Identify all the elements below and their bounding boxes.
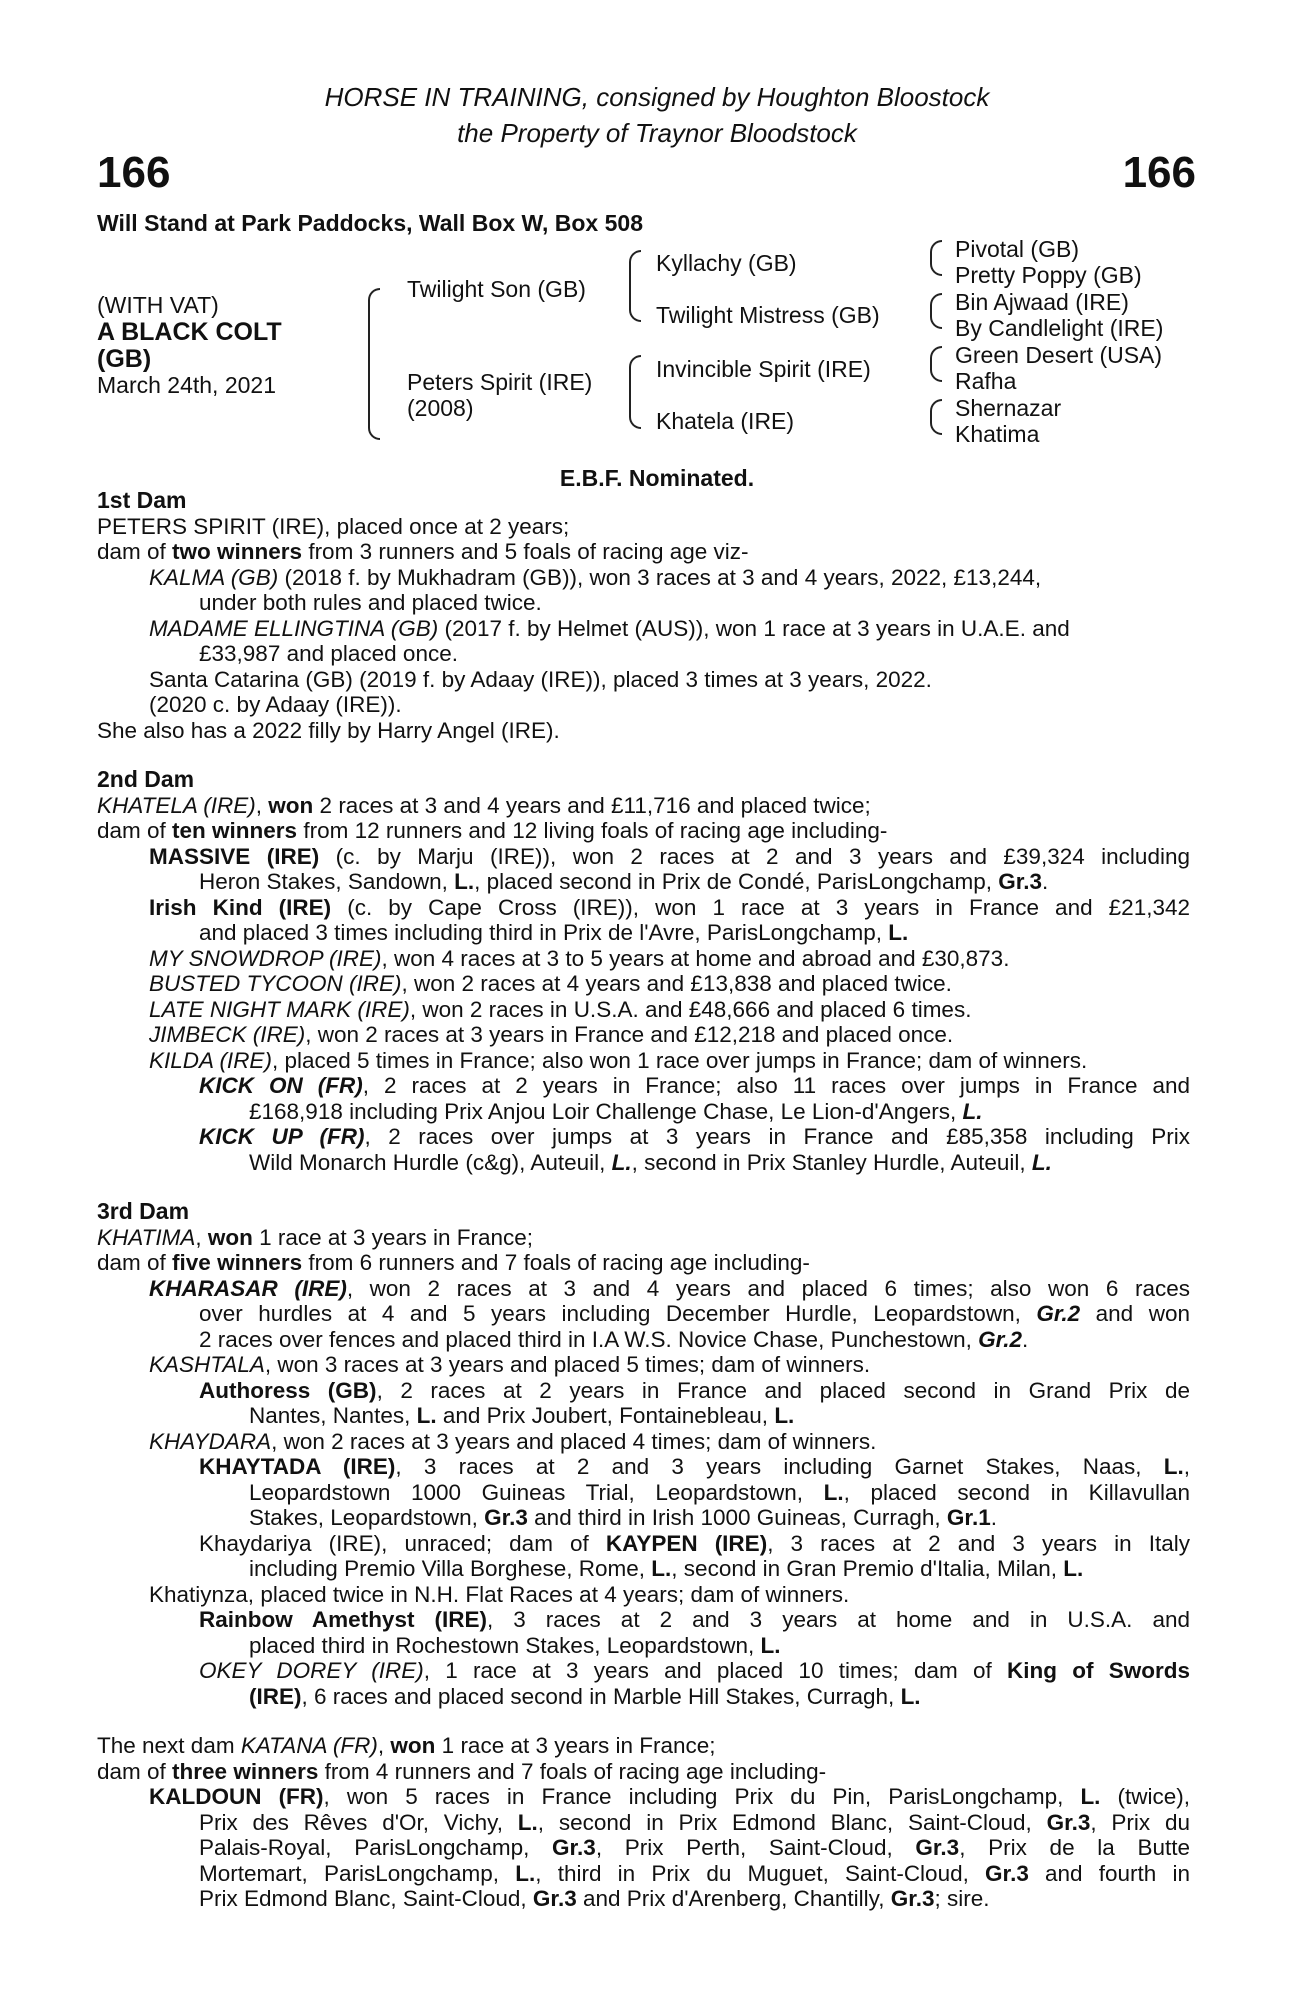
grand-produce-entry: KHAYTADA (IRE), 3 races at 2 and 3 years including Garnet Stakes, Naas, L., (199, 1454, 1190, 1479)
produce-entry: LATE NIGHT MARK (IRE), won 2 races in U.S.A. and £48,666 and placed 6 times. (149, 996, 972, 1022)
grand-produce-entry: OKEY DOREY (IRE), 1 race at 3 years and placed 10 times; dam of King of Swords (199, 1658, 1190, 1683)
sire-sire: Kyllachy (GB) (656, 250, 797, 276)
ds-dam: Rafha (955, 368, 1017, 394)
produce-entry: She also has a 2022 filly by Harry Angel (IRE). (97, 717, 560, 743)
third-dam-heading: 3rd Dam (97, 1198, 190, 1224)
pedigree-brace-4 (930, 399, 942, 435)
produce-entry: (2020 c. by Adaay (IRE)). (149, 692, 402, 717)
produce-entry: KALMA (GB) (2018 f. by Mukhadram (GB)), won 3 races at 3 and 4 years, 2022, £13,244, (149, 564, 1042, 590)
first-dam-produce-summary: dam of two winners from 3 runners and 5 foals of racing age viz- (97, 539, 749, 564)
grand-produce-entry-cont: Stakes, Leopardstown, Gr.3 and third in Irish 1000 Guineas, Curragh, Gr.1. (249, 1505, 997, 1530)
grand-produce-entry-cont: Wild Monarch Hurdle (c&g), Auteuil, L., second in Prix Stanley Hurdle, Auteuil, L. (249, 1149, 1052, 1175)
ebf-nomination: E.B.F. Nominated. (559, 465, 755, 491)
grand-produce-entry-cont: Nantes, Nantes, L. and Prix Joubert, Fontainebleau, L. (249, 1403, 795, 1428)
stand-location: Will Stand at Park Paddocks, Wall Box W, Box 508 (97, 210, 643, 236)
next-dam-produce-summary: dam of three winners from 4 runners and 7 foals of racing age including- (97, 1758, 827, 1784)
second-dam-produce-summary: dam of ten winners from 12 runners and 12 living foals of racing age including- (97, 818, 888, 843)
dam-sire: Invincible Spirit (IRE) (656, 356, 871, 382)
consignor-line: HORSE IN TRAINING, consigned by Houghton Bloostock (324, 82, 990, 112)
produce-entry: KILDA (IRE), placed 5 times in France; also won 1 race over jumps in France; dam of winners. (149, 1047, 1088, 1073)
next-dam-line: The next dam KATANA (FR), won 1 race at 3 years in France; (97, 1733, 716, 1758)
produce-entry: Khatiynza, placed twice in N.H. Flat Races at 4 years; dam of winners. (149, 1581, 850, 1607)
sire-dam: Twilight Mistress (GB) (656, 302, 880, 328)
second-dam-line: KHATELA (IRE), won 2 races at 3 and 4 years and £11,716 and placed twice; (97, 792, 871, 818)
produce-entry: KASHTALA, won 3 races at 3 years and placed 5 times; dam of winners. (149, 1352, 871, 1377)
produce-entry: BUSTED TYCOON (IRE), won 2 races at 4 years and £13,838 and placed twice. (149, 971, 952, 996)
grand-produce-entry-cont: Leopardstown 1000 Guineas Trial, Leopardstown, L., placed second in Killavullan (249, 1479, 1190, 1505)
ds-sire: Green Desert (USA) (955, 342, 1163, 368)
produce-entry: Irish Kind (IRE) (c. by Cape Cross (IRE)), won 1 race at 3 years in France and £21,342 (149, 894, 1190, 920)
lot-number-right: 166 (1122, 148, 1196, 197)
grand-produce-entry: Authoress (GB), 2 races at 2 years in France and placed second in Grand Prix de (199, 1377, 1190, 1403)
grand-produce-entry: KICK ON (FR), 2 races at 2 years in France; also 11 races over jumps in France and (199, 1073, 1190, 1098)
produce-entry-cont: Mortemart, ParisLongchamp, L., third in Prix du Muguet, Saint-Cloud, Gr.3 and fourth in (199, 1860, 1190, 1886)
property-line: the Property of Traynor Bloodstock (457, 118, 857, 148)
first-dam-line: PETERS SPIRIT (IRE), placed once at 2 years; (97, 513, 570, 539)
pedigree-brace-2 (930, 293, 942, 329)
horse-origin: (GB) (97, 345, 152, 373)
pedigree-brace-dam (629, 355, 641, 429)
first-dam-heading: 1st Dam (97, 487, 187, 513)
vat-note: (WITH VAT) (97, 292, 219, 318)
produce-entry: MASSIVE (IRE) (c. by Marju (IRE)), won 2 races at 2 and 3 years and £39,324 including (149, 843, 1190, 869)
foaling-date: March 24th, 2021 (97, 372, 277, 398)
third-dam-line: KHATIMA, won 1 race at 3 years in France; (97, 1224, 533, 1250)
pedigree-brace-sire (629, 250, 641, 322)
dam: Peters Spirit (IRE) (407, 369, 593, 395)
produce-entry-cont: under both rules and placed twice. (199, 590, 542, 615)
dd-dam: Khatima (955, 421, 1040, 447)
sire: Twilight Son (GB) (407, 276, 586, 302)
sd-sire: Bin Ajwaad (IRE) (955, 289, 1129, 315)
produce-entry-cont: Palais-Royal, ParisLongchamp, Gr.3, Prix Perth, Saint-Cloud, Gr.3, Prix de la Butte (199, 1835, 1190, 1860)
produce-entry-cont: and placed 3 times including third in Prix de l'Avre, ParisLongchamp, L. (199, 920, 909, 945)
pedigree-brace-main (368, 288, 380, 440)
grand-produce-entry-cont: placed third in Rochestown Stakes, Leopardstown, L. (249, 1632, 781, 1658)
third-dam-produce-summary: dam of five winners from 6 runners and 7 foals of racing age including- (97, 1250, 810, 1275)
pedigree-brace-1 (930, 240, 942, 276)
grand-produce-entry: Rainbow Amethyst (IRE), 3 races at 2 and 3 years at home and in U.S.A. and (199, 1607, 1190, 1632)
produce-entry: MADAME ELLINGTINA (GB) (2017 f. by Helmet (AUS)), won 1 race at 3 years in U.A.E. and (149, 615, 1070, 641)
pedigree-brace-3 (930, 346, 942, 382)
sd-dam: By Candlelight (IRE) (955, 315, 1164, 341)
produce-entry: KHARASAR (IRE), won 2 races at 3 and 4 years and placed 6 times; also won 6 races (149, 1275, 1190, 1301)
produce-entry: JIMBECK (IRE), won 2 races at 3 years in France and £12,218 and placed once. (149, 1022, 954, 1047)
produce-entry-cont: Prix des Rêves d'Or, Vichy, L., second in Prix Edmond Blanc, Saint-Cloud, Gr.3, Prix du (199, 1809, 1190, 1835)
produce-entry: KHAYDARA, won 2 races at 3 years and placed 4 times; dam of winners. (149, 1428, 877, 1454)
dam-dam: Khatela (IRE) (656, 408, 795, 434)
grand-produce-entry: KICK UP (FR), 2 races over jumps at 3 years in France and £85,358 including Prix (199, 1124, 1190, 1149)
grand-produce-entry: Khaydariya (IRE), unraced; dam of KAYPEN (IRE), 3 races at 2 and 3 years in Italy (199, 1530, 1190, 1556)
grand-produce-entry-cont: (IRE), 6 races and placed second in Marble Hill Stakes, Curragh, L. (249, 1683, 921, 1709)
produce-entry: MY SNOWDROP (IRE), won 4 races at 3 to 5 years at home and abroad and £30,873. (149, 945, 1010, 971)
catalogue-body (97, 488, 1190, 1912)
dam-year: (2008) (407, 395, 474, 421)
dd-sire: Shernazar (955, 395, 1062, 421)
produce-entry: KALDOUN (FR), won 5 races in France including Prix du Pin, ParisLongchamp, L. (twice), (149, 1784, 1190, 1809)
produce-entry-cont: Heron Stakes, Sandown, L., placed second in Prix de Condé, ParisLongchamp, Gr.3. (199, 869, 1049, 894)
produce-entry-cont: £33,987 and placed once. (199, 641, 458, 666)
lot-number-left: 166 (97, 148, 171, 197)
produce-entry-cont: over hurdles at 4 and 5 years including December Hurdle, Leopardstown, Gr.2 and won (199, 1301, 1190, 1326)
grand-produce-entry-cont: £168,918 including Prix Anjou Loir Challenge Chase, Le Lion-d'Angers, L. (249, 1098, 983, 1124)
produce-entry-cont: 2 races over fences and placed third in I.A W.S. Novice Chase, Punchestown, Gr.2. (199, 1326, 1029, 1352)
grand-produce-entry-cont: including Premio Villa Borghese, Rome, L., second in Gran Premio d'Italia, Milan, L. (249, 1556, 1084, 1581)
horse-name: A BLACK COLT (97, 318, 282, 346)
produce-entry-cont: Prix Edmond Blanc, Saint-Cloud, Gr.3 and Prix d'Arenberg, Chantilly, Gr.3; sire. (199, 1886, 990, 1911)
ss-sire: Pivotal (GB) (955, 236, 1079, 262)
second-dam-heading: 2nd Dam (97, 766, 195, 792)
ss-dam: Pretty Poppy (GB) (955, 262, 1142, 288)
produce-entry: Santa Catarina (GB) (2019 f. by Adaay (IRE)), placed 3 times at 3 years, 2022. (149, 666, 932, 692)
